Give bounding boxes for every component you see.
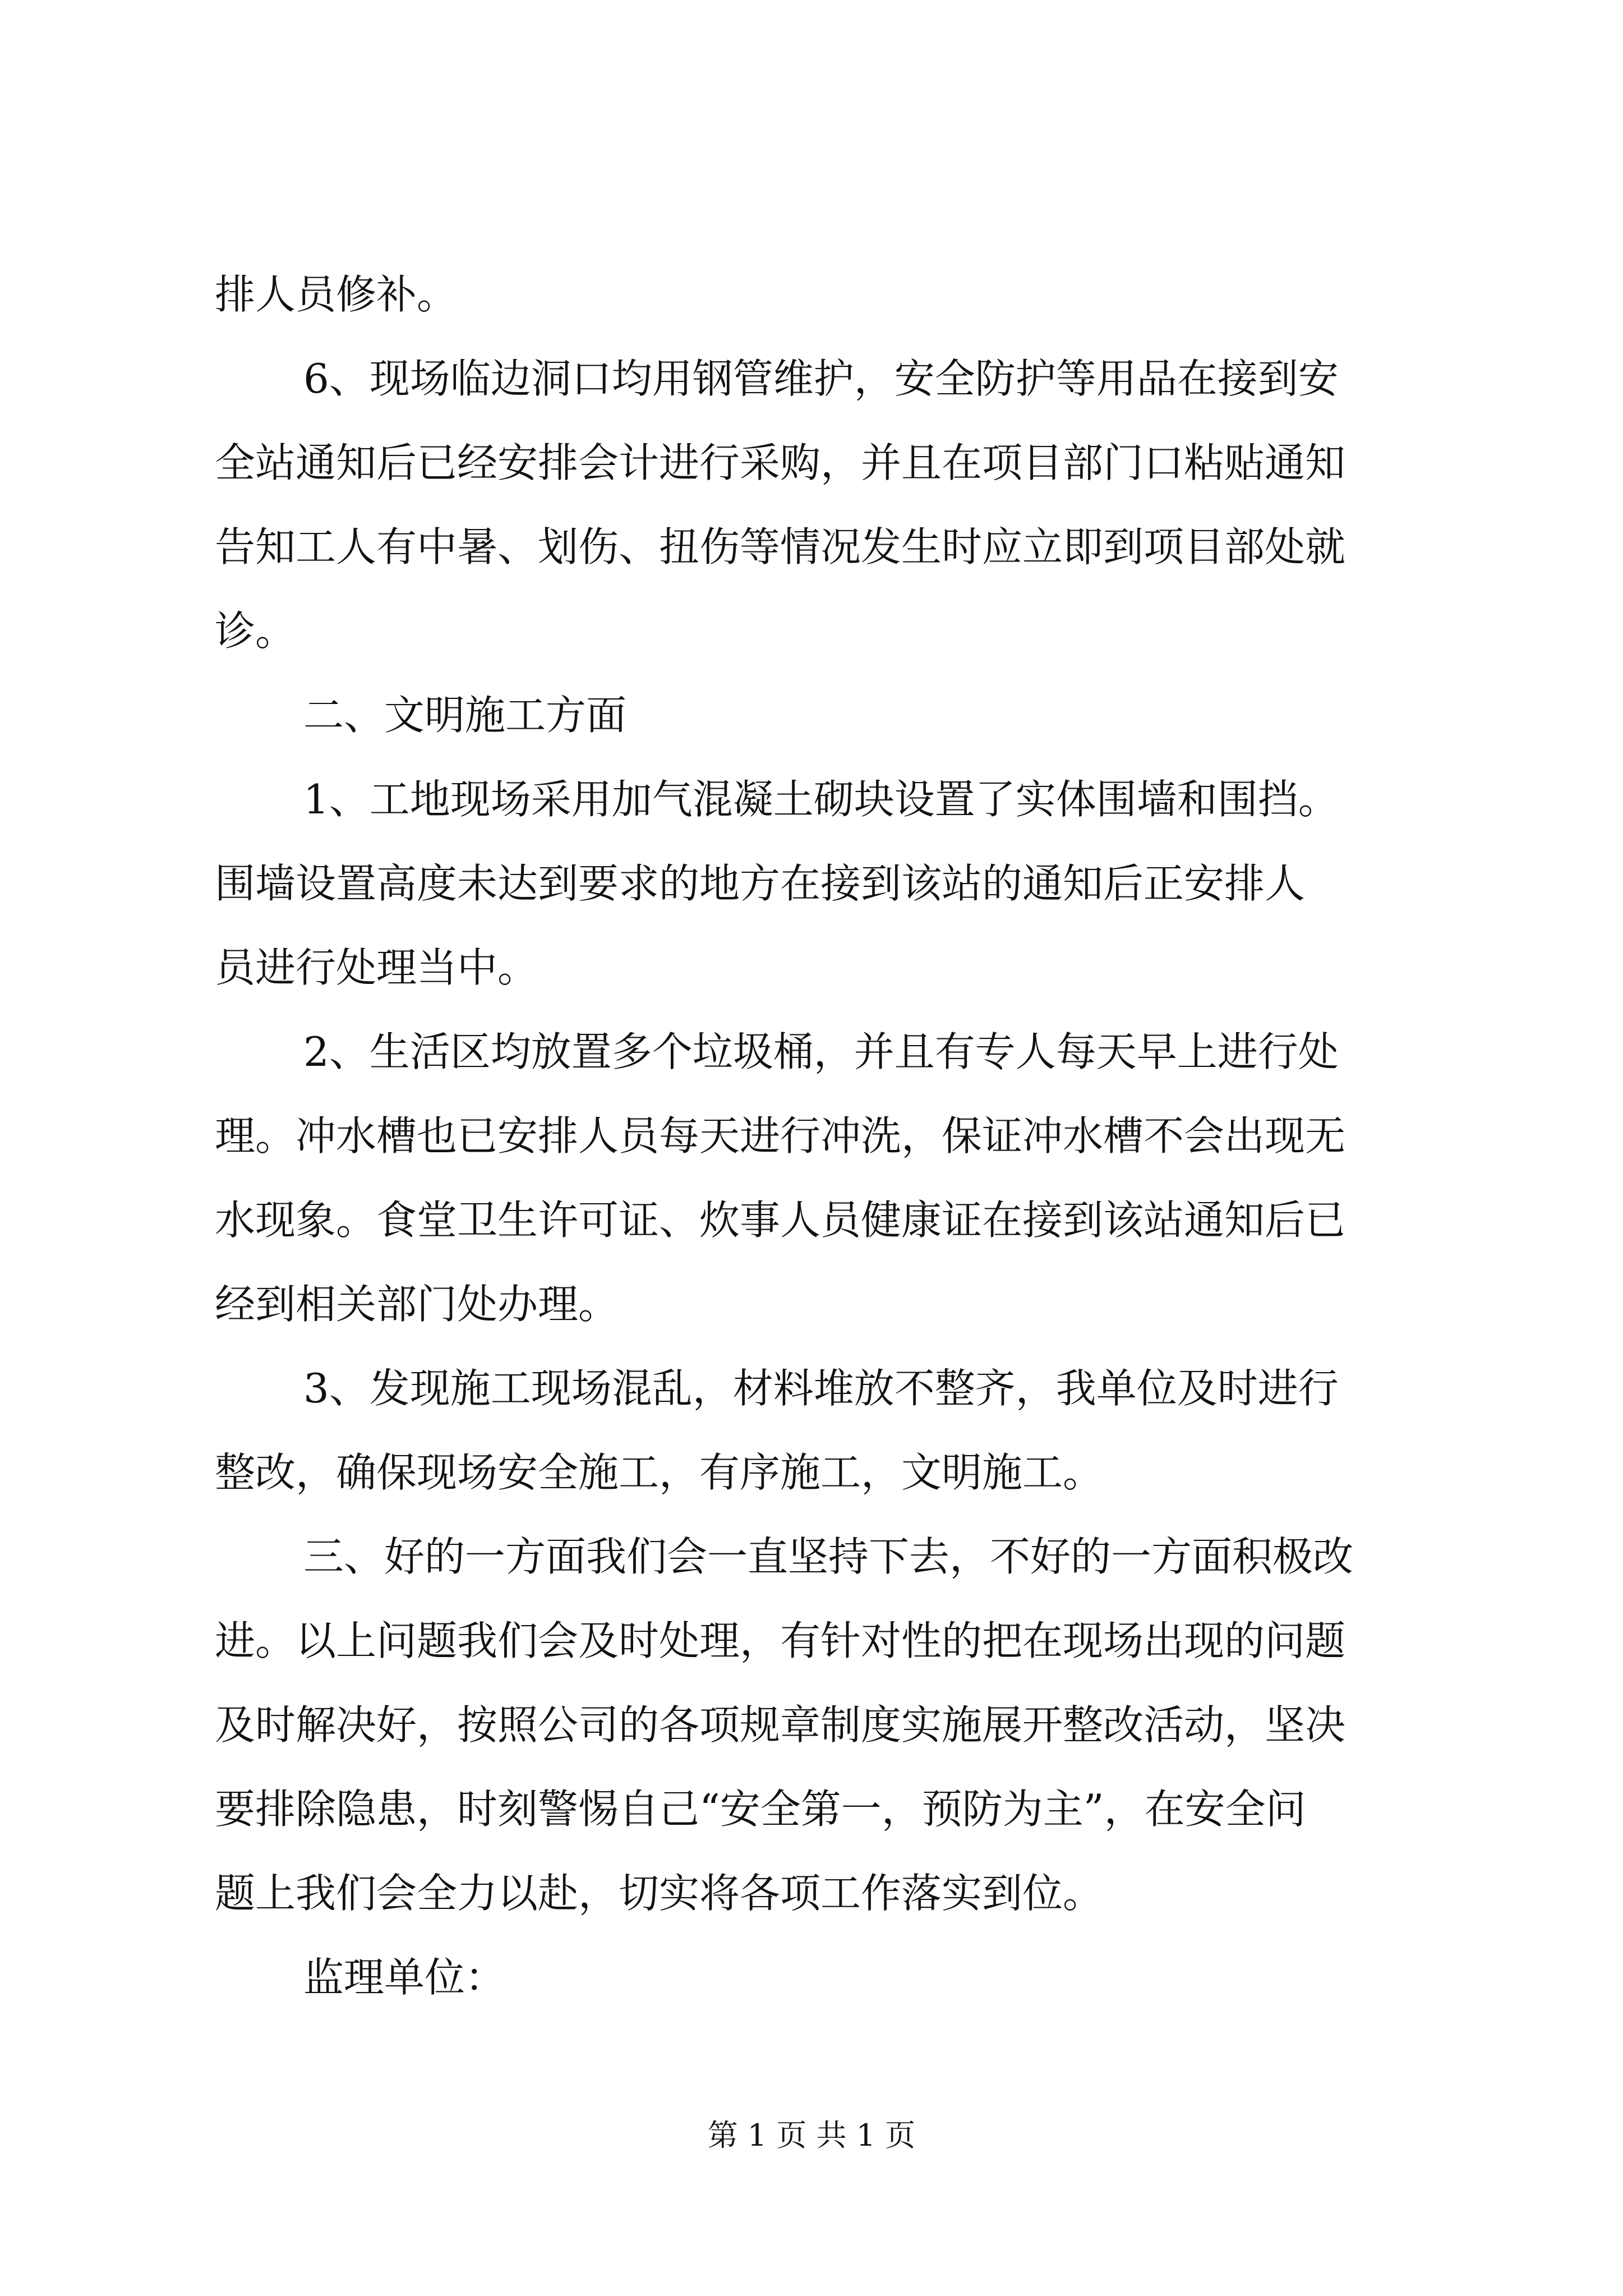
text-line: 告知工人有中暑、划伤、扭伤等情况发生时应立即到项目部处就 — [215, 523, 1346, 570]
text-line: 诊。 — [215, 608, 296, 655]
text-line: 员进行处理当中。 — [215, 944, 538, 991]
signature-label: 监理单位： — [303, 1954, 506, 2001]
text-line: 全站通知后已经安排会计进行采购，并且在项目部门口粘贴通知 — [215, 439, 1346, 486]
text-line: 6、现场临边洞口均用钢管维护，安全防护等用品在接到安 — [303, 355, 1339, 402]
text-line: 2、生活区均放置多个垃圾桶，并且有专人每天早上进行处 — [303, 1028, 1339, 1075]
text-line: 三、好的一方面我们会一直坚持下去，不好的一方面积极改 — [303, 1533, 1354, 1580]
section-heading: 二、文明施工方面 — [303, 692, 627, 739]
text-line: 及时解决好，按照公司的各项规章制度实施展开整改活动，坚决 — [215, 1701, 1346, 1749]
text-line: 要排除隐患，时刻警惕自己“安全第一，预防为主”，在安全问 — [215, 1786, 1306, 1833]
text-line: 围墙设置高度未达到要求的地方在接到该站的通知后正安排人 — [215, 860, 1306, 907]
text-line: 经到相关部门处办理。 — [215, 1281, 619, 1328]
text-line: 整改，确保现场安全施工，有序施工，文明施工。 — [215, 1449, 1104, 1496]
text-line: 题上我们会全力以赴，切实将各项工作落实到位。 — [215, 1870, 1104, 1917]
text-line: 水现象。食堂卫生许可证、炊事人员健康证在接到该站通知后已 — [215, 1197, 1346, 1244]
text-line: 1、工地现场采用加气混凝土砌块设置了实体围墙和围挡。 — [303, 776, 1339, 823]
text-line: 排人员修补。 — [215, 271, 458, 318]
text-line: 进。以上问题我们会及时处理，有针对性的把在现场出现的问题 — [215, 1617, 1346, 1664]
text-line: 3、发现施工现场混乱，材料堆放不整齐，我单位及时进行 — [303, 1365, 1339, 1412]
page-number-footer: 第 1 页 共 1 页 — [707, 2118, 916, 2153]
text-line: 理。冲水槽也已安排人员每天进行冲洗，保证冲水槽不会出现无 — [215, 1112, 1346, 1159]
